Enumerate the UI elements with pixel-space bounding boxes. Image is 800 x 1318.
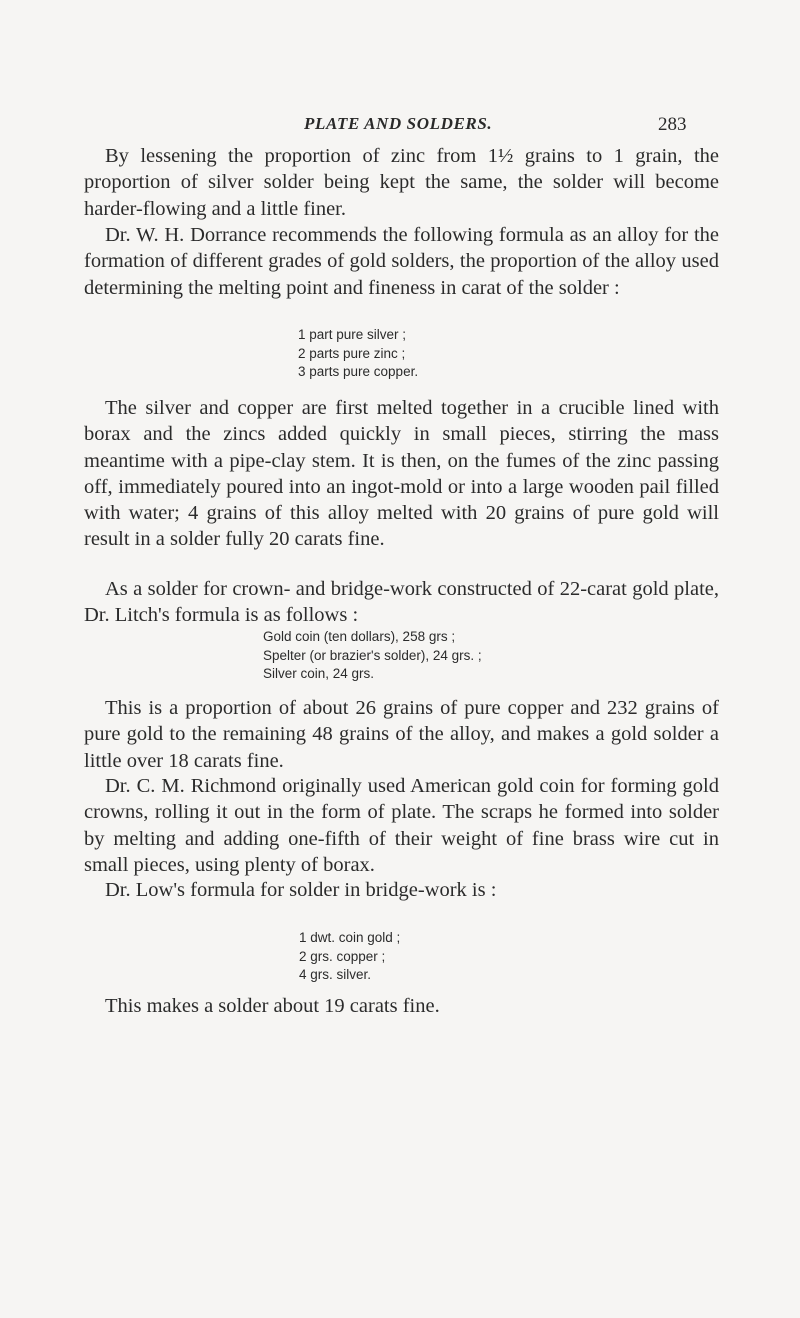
formula-line: 1 part pure silver ; xyxy=(298,327,407,342)
paragraph-melting-process: The silver and copper are first melted together in a crucible lined with borax and the zincs added quickly in small pieces, stirring the mass meantime with a pipe-clay stem. It is then, on the fumes of the zinc passing off, immediately poured into an ingot-mold or into a large wooden pail filled with water; 4 grains of this alloy melted with 20 grains of pure gold will result in a solder fully 20 carats fine. xyxy=(84,397,719,551)
paragraph-low-intro: Dr. Low's formula for solder in bridge-work is : xyxy=(105,879,497,901)
formula-line: 4 grs. silver. xyxy=(299,967,372,982)
formula-line: 1 dwt. coin gold ; xyxy=(299,930,401,945)
page-number: 283 xyxy=(658,114,687,135)
formula-line: Gold coin (ten dollars), 258 grs ; xyxy=(263,629,456,644)
running-title: PLATE AND SOLDERS. xyxy=(304,114,493,133)
formula-line: Silver coin, 24 grs. xyxy=(263,666,375,681)
page-header xyxy=(0,114,800,138)
paragraph-litch-proportion: This is a proportion of about 26 grains of pure copper and 232 grains of pure gold to the remaining 48 grains of the alloy, and makes a gold solder a little over 18 carats fine. xyxy=(84,697,719,772)
paragraph-low-result: This makes a solder about 19 carats fine. xyxy=(105,995,440,1017)
paragraph-zinc-proportion: By lessening the proportion of zinc from 1½ grains to 1 grain, the proportion of silver solder being kept the same, the solder will become harder-flowing and a little finer. xyxy=(84,145,719,220)
formula-line: 2 parts pure zinc ; xyxy=(298,345,406,361)
formula-litch xyxy=(263,628,482,684)
paragraph-dorrance-intro: Dr. W. H. Dorrance recommends the following formula as an alloy for the formation of different grades of gold solders, the proportion of the alloy used determining the melting point and fineness in carat of the solder : xyxy=(84,224,719,299)
formula-low xyxy=(299,929,400,985)
formula-line: Spelter (or brazier's solder), 24 grs. ; xyxy=(263,647,482,663)
formula-line: 3 parts pure copper. xyxy=(298,364,419,379)
paragraph-richmond: Dr. C. M. Richmond originally used American gold coin for forming gold crowns, rolling it out in the form of plate. The scraps he formed into solder by melting and adding one-fifth of their weight of fine brass wire cut in small pieces, using plenty of borax. xyxy=(84,775,719,876)
paragraph-litch-intro: As a solder for crown- and bridge-work constructed of 22-carat gold plate, Dr. Litch's formula is as follows : xyxy=(84,578,719,627)
formula-line: 2 grs. copper ; xyxy=(299,948,386,964)
formula-dorrance xyxy=(298,326,418,382)
